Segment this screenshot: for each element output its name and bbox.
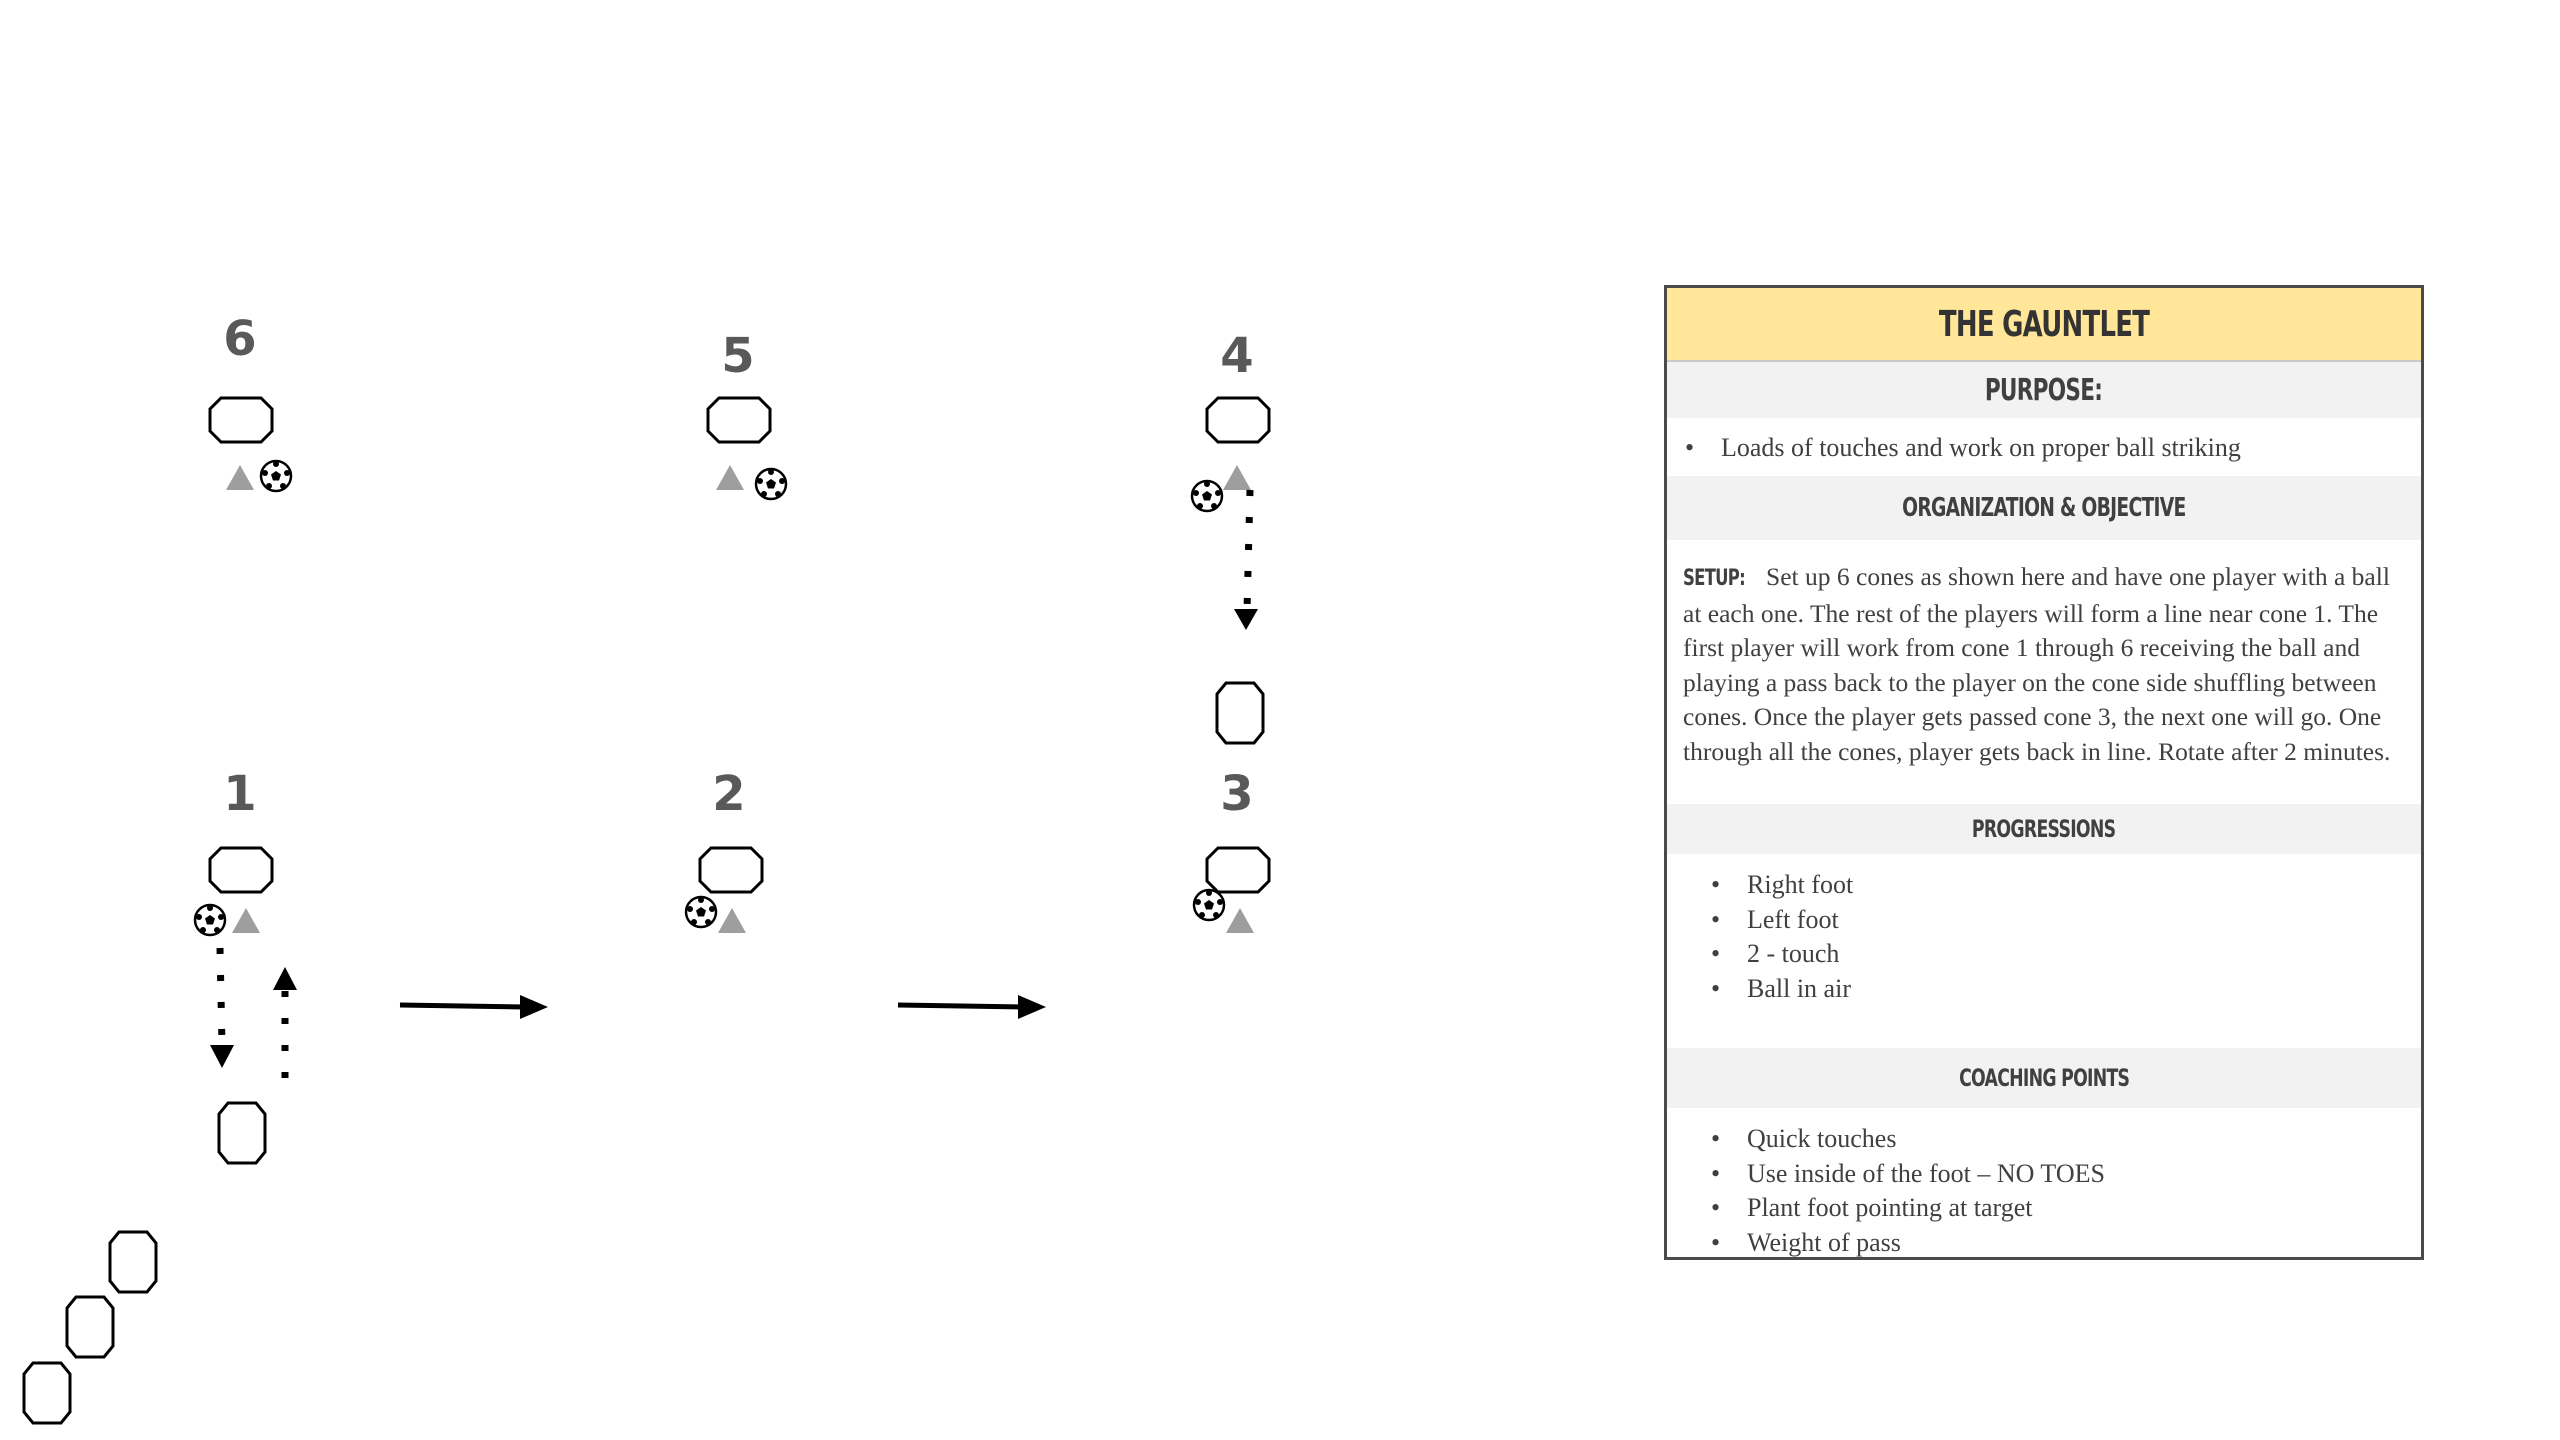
cone-number-1: 1: [223, 766, 257, 822]
coaching-list: [1747, 1122, 2421, 1260]
progressions-header-text: PROGRESSIONS: [1972, 815, 2116, 843]
waiting-line-cone: [67, 1297, 113, 1357]
soccer-ball-icon: [195, 905, 225, 935]
organization-body: [1667, 550, 2421, 830]
cone-4-return: [1217, 683, 1263, 743]
player-5: [716, 465, 744, 490]
progressions-header: [1667, 804, 2421, 854]
progression-item: • 2 - touch: [1747, 937, 2421, 972]
purpose-body: [1667, 421, 2421, 473]
soccer-ball-icon: [1192, 481, 1222, 511]
player-1: [232, 908, 260, 933]
cone-6: [210, 398, 272, 442]
flow-arrow: [898, 1005, 1022, 1007]
soccer-ball-icon: [1194, 890, 1224, 920]
progression-item: • Right foot: [1747, 868, 2421, 903]
player-3: [1226, 908, 1254, 933]
cone-1-return: [219, 1103, 265, 1163]
cone-3: [1207, 848, 1269, 892]
purpose-header-text: PURPOSE:: [1985, 372, 2103, 408]
cone-number-2: 2: [712, 766, 746, 822]
progressions-body: [1667, 860, 2421, 1020]
coaching-item: • Plant foot pointing at target: [1747, 1191, 2421, 1226]
cone-number-5: 5: [721, 328, 755, 384]
coaching-body: [1667, 1114, 2421, 1259]
progression-item: • Left foot: [1747, 903, 2421, 938]
player-4: [1223, 465, 1251, 490]
drill-info-card: [1664, 285, 2424, 1260]
player-2: [718, 908, 746, 933]
purpose-list: [1721, 433, 2421, 463]
pass-path-dotted: [220, 948, 222, 1045]
coaching-header: [1667, 1048, 2421, 1108]
purpose-item: • Loads of touches and work on proper ball striking: [1721, 433, 2421, 463]
organization-header-text: ORGANIZATION & OBJECTIVE: [1902, 493, 2186, 523]
cone-5: [708, 398, 770, 442]
flow-arrowhead-icon: [520, 995, 548, 1019]
waiting-line-cone: [110, 1232, 156, 1292]
coaching-item: • Weight of pass: [1747, 1226, 2421, 1261]
pass-arrowhead-icon: [210, 1045, 234, 1068]
cone-4: [1207, 398, 1269, 442]
soccer-ball-icon: [756, 469, 786, 499]
organization-header: [1667, 476, 2421, 540]
card-title-text: THE GAUNTLET: [1938, 303, 2150, 345]
purpose-header: [1667, 362, 2421, 418]
return-arrowhead-icon: [273, 967, 297, 990]
flow-arrow: [400, 1005, 525, 1007]
pass-arrowhead-icon: [1234, 609, 1258, 630]
setup-text: Set up 6 cones as shown here and have one player with a ball at each one. The rest of the players will form a line near cone 1. The first player will work from cone 1 through 6 receiving the ball and playing a pass back to the player on the cone side shuffling between cones. Once the player gets passed cone 3, the next one will go. One through all the cones, player gets back in line. Rotate after 2 minutes.: [1683, 562, 2391, 766]
soccer-ball-icon: [261, 461, 291, 491]
setup-lead-label: SETUP:: [1683, 566, 1746, 591]
player-6: [226, 465, 254, 490]
coaching-item: • Use inside of the foot – NO TOES: [1747, 1157, 2421, 1192]
coaching-item: • Quick touches: [1747, 1122, 2421, 1157]
cone-2: [700, 848, 762, 892]
soccer-ball-icon: [686, 897, 716, 927]
pass-path-dotted: [1247, 490, 1250, 610]
waiting-line-cone: [24, 1363, 70, 1423]
cone-1: [210, 848, 272, 892]
card-title: [1667, 288, 2421, 362]
coaching-header-text: COACHING POINTS: [1958, 1064, 2130, 1092]
cone-number-3: 3: [1220, 766, 1254, 822]
progression-item: • Ball in air: [1747, 972, 2421, 1007]
cone-number-6: 6: [223, 311, 257, 367]
progressions-list: [1747, 868, 2421, 1006]
cone-number-4: 4: [1220, 328, 1254, 384]
flow-arrowhead-icon: [1018, 995, 1046, 1019]
